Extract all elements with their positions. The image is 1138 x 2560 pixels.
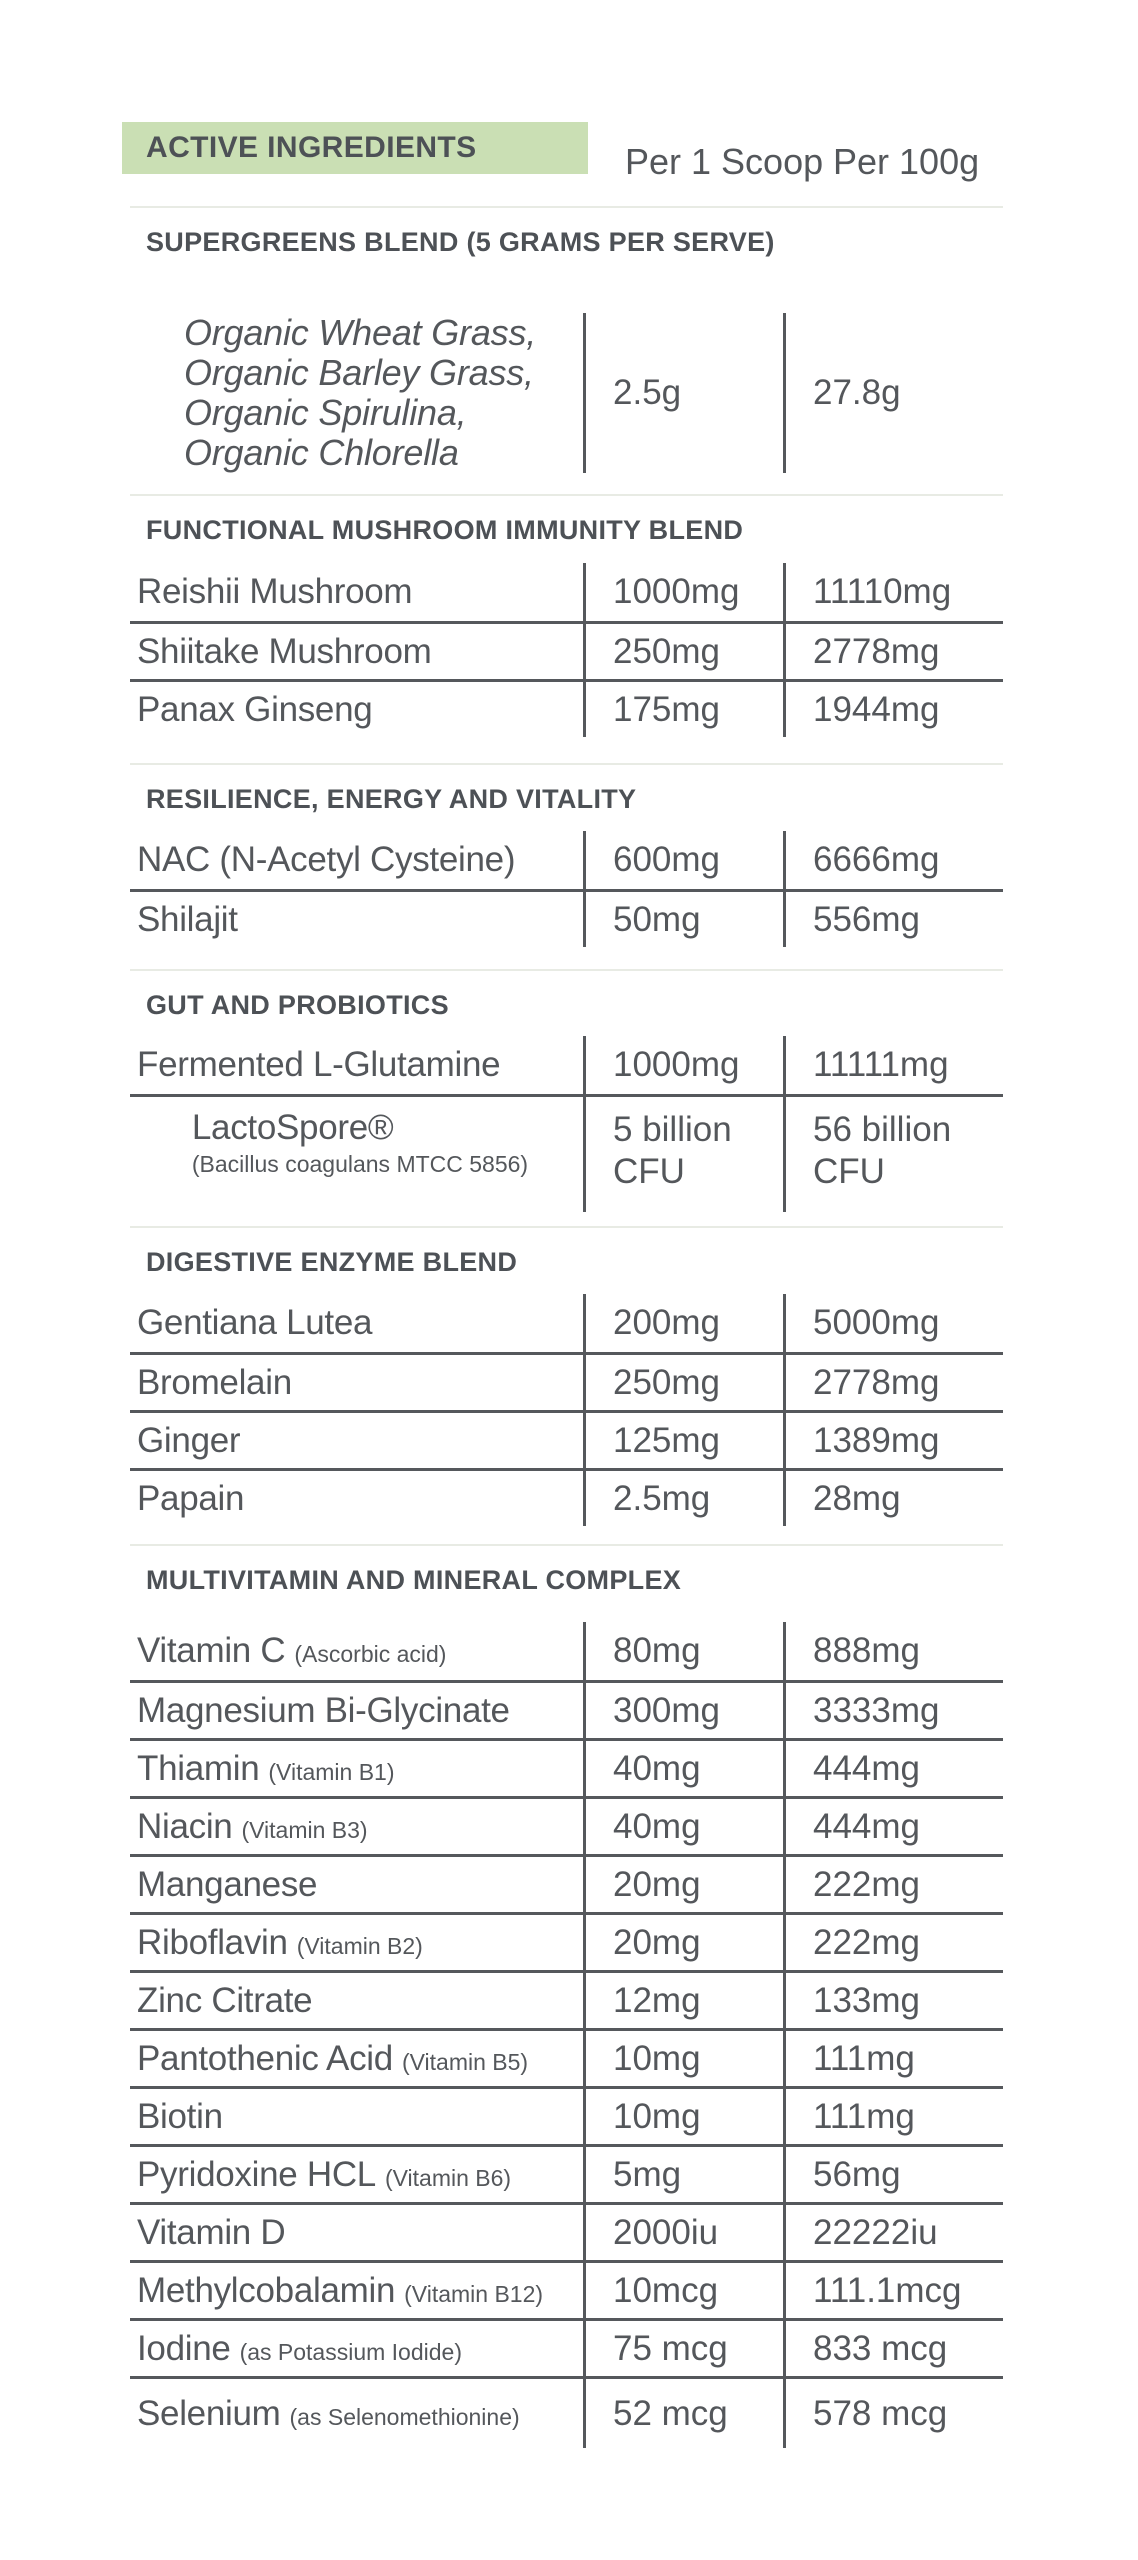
- section-heading: SUPERGREENS BLEND (5 GRAMS PER SERVE): [146, 227, 775, 257]
- per-100g-value: 5000mg: [783, 1294, 1003, 1352]
- section-table: [130, 1036, 1003, 1212]
- per-100g-value: 222mg: [783, 1857, 1003, 1912]
- ingredient-subname: (Vitamin B1): [268, 1758, 395, 1785]
- section-digestive-enzymes: [130, 1226, 1003, 1526]
- ingredient-subname: (Vitamin B6): [384, 2164, 512, 2191]
- per-100g-value: 27.8g: [783, 313, 1003, 473]
- section-supergreens: [130, 206, 1003, 473]
- table-row: [130, 1912, 1003, 1970]
- per-100g-value: 2778mg: [783, 624, 1003, 679]
- ingredient-name: Magnesium Bi-Glycinate: [137, 1690, 510, 1730]
- ingredient-name: Thiamin (Vitamin B1): [137, 1748, 395, 1788]
- per-scoop-value: 20mg: [583, 1857, 783, 1912]
- table-row: [130, 313, 1003, 473]
- section-divider: [130, 1544, 1003, 1546]
- table-row: [130, 2144, 1003, 2202]
- per-100g-value: 6666mg: [783, 831, 1003, 889]
- ingredient-name: Iodine (as Potassium Iodide): [137, 2328, 462, 2368]
- table-row: [130, 2028, 1003, 2086]
- ingredient-name: Selenium (as Selenomethionine): [137, 2393, 520, 2433]
- column-header-per-scoop: Per 1 Scoop: [625, 141, 824, 182]
- section-divider: [130, 969, 1003, 971]
- table-row: [130, 1410, 1003, 1468]
- table-row: [130, 1036, 1003, 1094]
- per-100g-value: 11111mg: [783, 1036, 1003, 1094]
- per-scoop-value: 75 mcg: [583, 2321, 783, 2376]
- ingredient-line: Organic Spirulina,: [183, 392, 467, 433]
- per-100g-value: 1389mg: [783, 1413, 1003, 1468]
- table-row: [130, 1970, 1003, 2028]
- ingredient-subname: (Vitamin B5): [401, 2048, 529, 2075]
- ingredient-name: Gentiana Lutea: [137, 1303, 373, 1342]
- table-row: [130, 2376, 1003, 2448]
- per-100g-value: 556mg: [783, 892, 1003, 947]
- table-row: [130, 1680, 1003, 1738]
- section-gut-probiotics: [130, 969, 1003, 1212]
- table-row: [130, 2202, 1003, 2260]
- ingredient-subname: (as Selenomethionine): [289, 2403, 520, 2430]
- ingredient-name: NAC (N-Acetyl Cysteine): [137, 840, 516, 879]
- table-row: [130, 2318, 1003, 2376]
- table-row: [130, 2086, 1003, 2144]
- per-100g-value: 222mg: [783, 1915, 1003, 1970]
- per-scoop-value: 175mg: [583, 682, 783, 737]
- per-scoop-value: 5mg: [583, 2147, 783, 2202]
- per-100g-value: 1944mg: [783, 682, 1003, 737]
- ingredient-line: Organic Barley Grass,: [183, 352, 534, 393]
- per-100g-value: 111mg: [783, 2031, 1003, 2086]
- ingredient-subname: (Vitamin B2): [296, 1932, 423, 1959]
- table-row: [130, 1094, 1003, 1212]
- ingredient-name: LactoSpore® (Bacillus coagulans MTCC 5856): [191, 1108, 529, 1177]
- ingredient-line: Organic Chlorella: [183, 432, 459, 473]
- table-row: [130, 1468, 1003, 1526]
- ingredient-name: Pyridoxine HCL (Vitamin B6): [137, 2154, 512, 2194]
- per-scoop-value: 12mg: [583, 1973, 783, 2028]
- per-scoop-value: 1000mg: [583, 563, 783, 621]
- section-heading: MULTIVITAMIN AND MINERAL COMPLEX: [146, 1565, 682, 1595]
- section-heading: GUT AND PROBIOTICS: [146, 990, 449, 1020]
- ingredient-subname: (Vitamin B3): [241, 1816, 368, 1843]
- per-scoop-value: 125mg: [583, 1413, 783, 1468]
- section-divider: [130, 1226, 1003, 1228]
- ingredient-name: Papain: [137, 1478, 245, 1518]
- per-scoop-value: 300mg: [583, 1683, 783, 1738]
- section-heading: RESILIENCE, ENERGY AND VITALITY: [146, 784, 637, 814]
- ingredient-name: [130, 313, 583, 473]
- per-scoop-value: 80mg: [583, 1622, 783, 1680]
- table-row: [130, 1738, 1003, 1796]
- per-scoop-value: 200mg: [583, 1294, 783, 1352]
- per-scoop-value: 20mg: [583, 1915, 783, 1970]
- section-table: [130, 1622, 1003, 2448]
- per-scoop-value: 2000iu: [583, 2205, 783, 2260]
- ingredient-name: Riboflavin (Vitamin B2): [137, 1922, 423, 1962]
- per-scoop-value: 50mg: [583, 892, 783, 947]
- per-scoop-value: 52 mcg: [583, 2379, 783, 2448]
- section-divider: [130, 206, 1003, 208]
- section-multivitamin: [130, 1544, 1003, 2448]
- ingredient-subname: (Ascorbic acid): [294, 1641, 447, 1667]
- per-scoop-value: 10mcg: [583, 2263, 783, 2318]
- table-row: [130, 831, 1003, 889]
- per-100g-value: 11110mg: [783, 563, 1003, 621]
- section-heading: FUNCTIONAL MUSHROOM IMMUNITY BLEND: [146, 515, 744, 545]
- ingredient-name: Shilajit: [137, 899, 238, 939]
- per-scoop-value: 10mg: [583, 2031, 783, 2086]
- per-scoop-value: 1000mg: [583, 1036, 783, 1094]
- table-row: [130, 889, 1003, 947]
- ingredient-subname: (as Potassium Iodide): [239, 2338, 462, 2365]
- per-100g-value: 2778mg: [783, 1355, 1003, 1410]
- per-scoop-value: 600mg: [583, 831, 783, 889]
- ingredient-name: Ginger: [137, 1420, 241, 1460]
- per-100g-value: 111mg: [783, 2089, 1003, 2144]
- ingredient-name: Shiitake Mushroom: [137, 631, 432, 671]
- ingredient-name: Bromelain: [137, 1362, 292, 1402]
- per-scoop-value: 10mg: [583, 2089, 783, 2144]
- ingredient-line: Organic Wheat Grass,: [183, 312, 537, 353]
- table-row: [130, 1622, 1003, 1680]
- per-scoop-value: 250mg: [583, 624, 783, 679]
- table-row: [130, 621, 1003, 679]
- per-100g-value: 888mg: [783, 1622, 1003, 1680]
- per-scoop-value: 250mg: [583, 1355, 783, 1410]
- per-100g-value: 444mg: [783, 1799, 1003, 1854]
- section-table: [130, 1294, 1003, 1526]
- per-100g-value: 133mg: [783, 1973, 1003, 2028]
- table-row: [130, 1796, 1003, 1854]
- ingredient-name: Methylcobalamin (Vitamin B12): [137, 2270, 544, 2310]
- section-divider: [130, 494, 1003, 496]
- header-bar: [122, 122, 1138, 182]
- section-divider: [130, 763, 1003, 765]
- section-resilience: [130, 763, 1003, 947]
- table-row: [130, 1854, 1003, 1912]
- section-mushroom-blend: [130, 494, 1003, 737]
- per-100g-value: 22222iu: [783, 2205, 1003, 2260]
- table-row: [130, 2260, 1003, 2318]
- panel-title: ACTIVE INGREDIENTS: [146, 131, 477, 164]
- per-100g-value: 56 billion CFU: [783, 1097, 1003, 1212]
- ingredient-name: Vitamin D: [137, 2212, 286, 2252]
- section-heading: DIGESTIVE ENZYME BLEND: [146, 1247, 518, 1277]
- per-100g-value: 833 mcg: [783, 2321, 1003, 2376]
- per-100g-value: 56mg: [783, 2147, 1003, 2202]
- section-table: [130, 313, 1003, 473]
- per-100g-value: 444mg: [783, 1741, 1003, 1796]
- active-ingredients-banner: [122, 122, 588, 174]
- per-100g-value: 28mg: [783, 1471, 1003, 1526]
- ingredient-name: Panax Ginseng: [137, 689, 373, 729]
- per-100g-value: 578 mcg: [783, 2379, 1003, 2448]
- ingredient-name: Biotin: [137, 2096, 223, 2136]
- ingredient-subname: (Vitamin B12): [404, 2280, 544, 2307]
- table-row: [130, 1352, 1003, 1410]
- per-100g-value: 111.1mcg: [783, 2263, 1003, 2318]
- ingredient-name: Fermented L-Glutamine: [137, 1045, 501, 1084]
- table-row: [130, 1294, 1003, 1352]
- per-scoop-value: 2.5mg: [583, 1471, 783, 1526]
- ingredient-name: Zinc Citrate: [137, 1980, 313, 2020]
- ingredient-name: Reishii Mushroom: [137, 572, 413, 611]
- ingredient-name: Manganese: [137, 1864, 318, 1904]
- ingredient-subname: (Bacillus coagulans MTCC 5856): [191, 1151, 529, 1177]
- per-scoop-value: 40mg: [583, 1741, 783, 1796]
- ingredient-name: Niacin (Vitamin B3): [137, 1806, 368, 1846]
- ingredient-name: Vitamin C (Ascorbic acid): [137, 1631, 447, 1670]
- section-table: [130, 831, 1003, 947]
- table-row: [130, 679, 1003, 737]
- section-table: [130, 563, 1003, 737]
- per-scoop-value: 2.5g: [583, 313, 783, 473]
- table-row: [130, 563, 1003, 621]
- per-scoop-value: 5 billion CFU: [583, 1097, 783, 1212]
- column-header-per-100g: Per 100g: [833, 141, 980, 182]
- ingredient-name: Pantothenic Acid (Vitamin B5): [137, 2038, 529, 2078]
- per-100g-value: 3333mg: [783, 1683, 1003, 1738]
- per-scoop-value: 40mg: [583, 1799, 783, 1854]
